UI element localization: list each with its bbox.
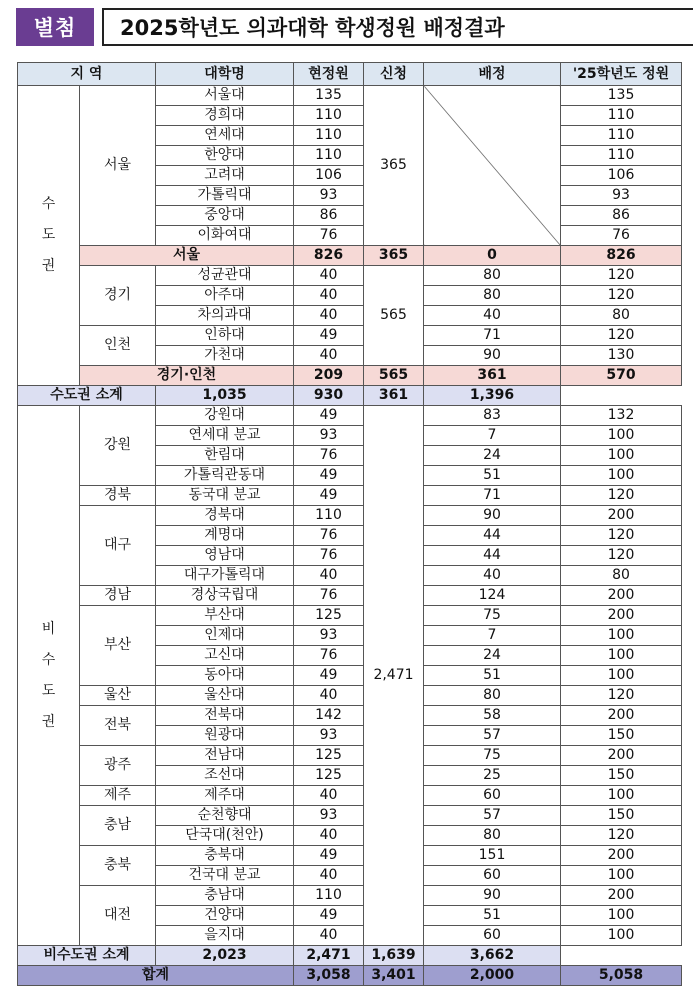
university-name: 연세대 bbox=[156, 126, 294, 146]
university-name: 전남대 bbox=[156, 746, 294, 766]
final-quota: 135 bbox=[561, 86, 682, 106]
allocation: 80 bbox=[424, 286, 561, 306]
current-quota: 40 bbox=[294, 866, 364, 886]
subtotal-row-capital-area bbox=[18, 386, 682, 406]
university-name: 조선대 bbox=[156, 766, 294, 786]
university-name: 연세대 분교 bbox=[156, 426, 294, 446]
university-name: 충남대 bbox=[156, 886, 294, 906]
allocation: 51 bbox=[424, 906, 561, 926]
subtotal-final: 570 bbox=[561, 366, 682, 386]
university-name: 서울대 bbox=[156, 86, 294, 106]
final-quota: 100 bbox=[561, 446, 682, 466]
current-quota: 49 bbox=[294, 846, 364, 866]
current-quota: 125 bbox=[294, 766, 364, 786]
final-quota: 100 bbox=[561, 646, 682, 666]
final-quota: 120 bbox=[561, 826, 682, 846]
allocation: 58 bbox=[424, 706, 561, 726]
current-quota: 93 bbox=[294, 186, 364, 206]
final-quota: 100 bbox=[561, 786, 682, 806]
university-name: 경희대 bbox=[156, 106, 294, 126]
final-quota: 86 bbox=[561, 206, 682, 226]
university-name: 을지대 bbox=[156, 926, 294, 946]
subtotal-current: 2,023 bbox=[156, 946, 294, 966]
university-name: 한림대 bbox=[156, 446, 294, 466]
current-quota: 110 bbox=[294, 886, 364, 906]
column-header-allocation: 배정 bbox=[424, 63, 561, 86]
university-name: 강원대 bbox=[156, 406, 294, 426]
subtotal-allocation: 361 bbox=[364, 386, 424, 406]
final-quota: 93 bbox=[561, 186, 682, 206]
final-quota: 120 bbox=[561, 326, 682, 346]
current-quota: 135 bbox=[294, 86, 364, 106]
column-header-2025-quota: '25학년도 정원 bbox=[561, 63, 682, 86]
current-quota: 125 bbox=[294, 746, 364, 766]
current-quota: 142 bbox=[294, 706, 364, 726]
subtotal-current: 826 bbox=[294, 246, 364, 266]
allocation: 60 bbox=[424, 926, 561, 946]
table-row bbox=[18, 746, 682, 766]
total-current: 3,058 bbox=[294, 966, 364, 986]
final-quota: 200 bbox=[561, 586, 682, 606]
allocation: 57 bbox=[424, 726, 561, 746]
region-label: 광주 bbox=[80, 746, 156, 786]
current-quota: 40 bbox=[294, 686, 364, 706]
final-quota: 200 bbox=[561, 746, 682, 766]
region-group-label: 비수도권 bbox=[18, 406, 80, 946]
document-header bbox=[16, 8, 680, 46]
subtotal-label: 수도권 소계 bbox=[18, 386, 156, 406]
final-quota: 106 bbox=[561, 166, 682, 186]
region-label: 전북 bbox=[80, 706, 156, 746]
final-quota: 100 bbox=[561, 926, 682, 946]
university-name: 인하대 bbox=[156, 326, 294, 346]
total-final: 5,058 bbox=[561, 966, 682, 986]
region-label: 제주 bbox=[80, 786, 156, 806]
table-row bbox=[18, 506, 682, 526]
subtotal-allocation: 361 bbox=[424, 366, 561, 386]
table-row bbox=[18, 326, 682, 346]
current-quota: 76 bbox=[294, 526, 364, 546]
final-quota: 80 bbox=[561, 306, 682, 326]
allocation: 90 bbox=[424, 346, 561, 366]
allocation: 83 bbox=[424, 406, 561, 426]
university-name: 울산대 bbox=[156, 686, 294, 706]
subtotal-current: 1,035 bbox=[156, 386, 294, 406]
final-quota: 200 bbox=[561, 706, 682, 726]
table-row bbox=[18, 846, 682, 866]
final-quota: 110 bbox=[561, 146, 682, 166]
final-quota: 120 bbox=[561, 266, 682, 286]
university-name: 부산대 bbox=[156, 606, 294, 626]
allocation: 25 bbox=[424, 766, 561, 786]
current-quota: 93 bbox=[294, 626, 364, 646]
final-quota: 120 bbox=[561, 286, 682, 306]
final-quota: 110 bbox=[561, 106, 682, 126]
final-quota: 120 bbox=[561, 686, 682, 706]
table-row bbox=[18, 606, 682, 626]
table-row bbox=[18, 586, 682, 606]
region-label: 충남 bbox=[80, 806, 156, 846]
current-quota: 110 bbox=[294, 506, 364, 526]
allocation: 51 bbox=[424, 666, 561, 686]
final-quota: 76 bbox=[561, 226, 682, 246]
final-quota: 120 bbox=[561, 546, 682, 566]
university-name: 가천대 bbox=[156, 346, 294, 366]
current-quota: 49 bbox=[294, 466, 364, 486]
allocation: 60 bbox=[424, 866, 561, 886]
final-quota: 100 bbox=[561, 666, 682, 686]
final-quota: 80 bbox=[561, 566, 682, 586]
university-name: 원광대 bbox=[156, 726, 294, 746]
subtotal-request: 565 bbox=[364, 366, 424, 386]
allocation: 51 bbox=[424, 466, 561, 486]
final-quota: 100 bbox=[561, 626, 682, 646]
university-name: 경상국립대 bbox=[156, 586, 294, 606]
current-quota: 40 bbox=[294, 266, 364, 286]
allocation: 44 bbox=[424, 546, 561, 566]
table-row bbox=[18, 406, 682, 426]
university-name: 전북대 bbox=[156, 706, 294, 726]
region-label: 경남 bbox=[80, 586, 156, 606]
current-quota: 110 bbox=[294, 126, 364, 146]
subtotal-label: 경기·인천 bbox=[80, 366, 294, 386]
total-allocation: 2,000 bbox=[424, 966, 561, 986]
allocation: 24 bbox=[424, 646, 561, 666]
university-name: 고려대 bbox=[156, 166, 294, 186]
column-header-university: 대학명 bbox=[156, 63, 294, 86]
table-row bbox=[18, 486, 682, 506]
university-name: 건양대 bbox=[156, 906, 294, 926]
current-quota: 40 bbox=[294, 566, 364, 586]
university-name: 건국대 분교 bbox=[156, 866, 294, 886]
allocation: 124 bbox=[424, 586, 561, 606]
university-name: 아주대 bbox=[156, 286, 294, 306]
current-quota: 106 bbox=[294, 166, 364, 186]
current-quota: 40 bbox=[294, 286, 364, 306]
region-label: 충북 bbox=[80, 846, 156, 886]
final-quota: 110 bbox=[561, 126, 682, 146]
university-name: 고신대 bbox=[156, 646, 294, 666]
current-quota: 76 bbox=[294, 586, 364, 606]
university-name: 성균관대 bbox=[156, 266, 294, 286]
region-label: 경기 bbox=[80, 266, 156, 326]
final-quota: 132 bbox=[561, 406, 682, 426]
final-quota: 200 bbox=[561, 886, 682, 906]
region-label: 울산 bbox=[80, 686, 156, 706]
request-count: 565 bbox=[364, 266, 424, 366]
university-name: 이화여대 bbox=[156, 226, 294, 246]
allocation: 75 bbox=[424, 606, 561, 626]
allocation: 24 bbox=[424, 446, 561, 466]
subtotal-allocation: 0 bbox=[424, 246, 561, 266]
current-quota: 86 bbox=[294, 206, 364, 226]
current-quota: 49 bbox=[294, 326, 364, 346]
current-quota: 49 bbox=[294, 406, 364, 426]
university-name: 제주대 bbox=[156, 786, 294, 806]
table-row bbox=[18, 686, 682, 706]
university-name: 순천향대 bbox=[156, 806, 294, 826]
region-group-label: 수도권 bbox=[18, 86, 80, 386]
region-label: 대전 bbox=[80, 886, 156, 946]
column-header-region: 지 역 bbox=[18, 63, 156, 86]
final-quota: 150 bbox=[561, 766, 682, 786]
current-quota: 125 bbox=[294, 606, 364, 626]
university-name: 인제대 bbox=[156, 626, 294, 646]
university-name: 단국대(천안) bbox=[156, 826, 294, 846]
allocation: 7 bbox=[424, 426, 561, 446]
current-quota: 49 bbox=[294, 486, 364, 506]
attachment-badge: 별첨 bbox=[16, 8, 94, 46]
allocation: 75 bbox=[424, 746, 561, 766]
final-quota: 130 bbox=[561, 346, 682, 366]
current-quota: 40 bbox=[294, 926, 364, 946]
current-quota: 110 bbox=[294, 106, 364, 126]
region-label: 부산 bbox=[80, 606, 156, 686]
current-quota: 93 bbox=[294, 726, 364, 746]
current-quota: 93 bbox=[294, 426, 364, 446]
subtotal-row-gyeonggi-incheon bbox=[18, 366, 682, 386]
region-label: 강원 bbox=[80, 406, 156, 486]
subtotal-request: 2,471 bbox=[294, 946, 364, 966]
subtotal-allocation: 1,639 bbox=[364, 946, 424, 966]
region-label: 경북 bbox=[80, 486, 156, 506]
university-name: 동아대 bbox=[156, 666, 294, 686]
region-label: 대구 bbox=[80, 506, 156, 586]
table-row bbox=[18, 86, 682, 106]
current-quota: 40 bbox=[294, 786, 364, 806]
current-quota: 49 bbox=[294, 666, 364, 686]
university-name: 충북대 bbox=[156, 846, 294, 866]
current-quota: 76 bbox=[294, 646, 364, 666]
final-quota: 150 bbox=[561, 726, 682, 746]
final-quota: 120 bbox=[561, 486, 682, 506]
final-quota: 100 bbox=[561, 906, 682, 926]
grand-total-row bbox=[18, 966, 682, 986]
allocation: 7 bbox=[424, 626, 561, 646]
final-quota: 200 bbox=[561, 606, 682, 626]
final-quota: 100 bbox=[561, 426, 682, 446]
request-count: 2,471 bbox=[364, 406, 424, 946]
allocation: 90 bbox=[424, 506, 561, 526]
table-row bbox=[18, 806, 682, 826]
subtotal-label: 서울 bbox=[80, 246, 294, 266]
current-quota: 110 bbox=[294, 146, 364, 166]
subtotal-current: 209 bbox=[294, 366, 364, 386]
subtotal-row-seoul bbox=[18, 246, 682, 266]
current-quota: 76 bbox=[294, 446, 364, 466]
university-name: 중앙대 bbox=[156, 206, 294, 226]
allocation-table bbox=[17, 62, 682, 986]
column-header-current-quota: 현정원 bbox=[294, 63, 364, 86]
total-request: 3,401 bbox=[364, 966, 424, 986]
final-quota: 200 bbox=[561, 846, 682, 866]
subtotal-request: 365 bbox=[364, 246, 424, 266]
table-row bbox=[18, 266, 682, 286]
region-label: 서울 bbox=[80, 86, 156, 246]
allocation: 71 bbox=[424, 486, 561, 506]
final-quota: 100 bbox=[561, 466, 682, 486]
current-quota: 93 bbox=[294, 806, 364, 826]
allocation: 57 bbox=[424, 806, 561, 826]
table-row bbox=[18, 886, 682, 906]
university-name: 영남대 bbox=[156, 546, 294, 566]
table-row bbox=[18, 786, 682, 806]
column-header-request: 신청 bbox=[364, 63, 424, 86]
allocation: 80 bbox=[424, 686, 561, 706]
allocation-not-applicable bbox=[424, 86, 561, 246]
current-quota: 40 bbox=[294, 306, 364, 326]
allocation: 44 bbox=[424, 526, 561, 546]
subtotal-row-non-capital-area bbox=[18, 946, 682, 966]
allocation: 40 bbox=[424, 306, 561, 326]
current-quota: 49 bbox=[294, 906, 364, 926]
allocation: 80 bbox=[424, 266, 561, 286]
university-name: 차의과대 bbox=[156, 306, 294, 326]
final-quota: 100 bbox=[561, 866, 682, 886]
region-label: 인천 bbox=[80, 326, 156, 366]
allocation: 151 bbox=[424, 846, 561, 866]
university-name: 가톨릭대 bbox=[156, 186, 294, 206]
university-name: 한양대 bbox=[156, 146, 294, 166]
subtotal-final: 3,662 bbox=[424, 946, 561, 966]
current-quota: 76 bbox=[294, 546, 364, 566]
current-quota: 40 bbox=[294, 826, 364, 846]
university-name: 계명대 bbox=[156, 526, 294, 546]
table-header-row bbox=[18, 63, 682, 86]
final-quota: 120 bbox=[561, 526, 682, 546]
current-quota: 76 bbox=[294, 226, 364, 246]
subtotal-request: 930 bbox=[294, 386, 364, 406]
allocation: 80 bbox=[424, 826, 561, 846]
current-quota: 40 bbox=[294, 346, 364, 366]
final-quota: 200 bbox=[561, 506, 682, 526]
university-name: 경북대 bbox=[156, 506, 294, 526]
table-row bbox=[18, 706, 682, 726]
allocation: 60 bbox=[424, 786, 561, 806]
subtotal-final: 826 bbox=[561, 246, 682, 266]
allocation: 71 bbox=[424, 326, 561, 346]
document-title: 2025학년도 의과대학 학생정원 배정결과 bbox=[102, 8, 693, 46]
university-name: 동국대 분교 bbox=[156, 486, 294, 506]
subtotal-final: 1,396 bbox=[424, 386, 561, 406]
subtotal-label: 비수도권 소계 bbox=[18, 946, 156, 966]
allocation: 90 bbox=[424, 886, 561, 906]
university-name: 대구가톨릭대 bbox=[156, 566, 294, 586]
total-label: 합계 bbox=[18, 966, 294, 986]
university-name: 가톨릭관동대 bbox=[156, 466, 294, 486]
final-quota: 150 bbox=[561, 806, 682, 826]
request-count: 365 bbox=[364, 86, 424, 246]
allocation: 40 bbox=[424, 566, 561, 586]
